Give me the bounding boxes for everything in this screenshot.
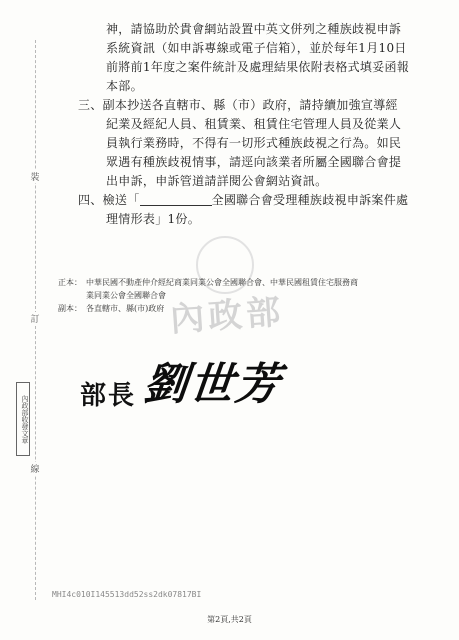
main-recipient-line-1: 中華民國不動產仲介經紀商業同業公會全國聯合會、中華民國租賃住宅服務商 xyxy=(86,278,358,287)
item3-line-2: 紀業及經紀人員、租賃業、租賃住宅管理人員及從業人 xyxy=(106,117,402,131)
body-line-1: 神，請協助於貴會網站設置中英文併列之種族歧視申訴 xyxy=(106,22,402,36)
item3-line-4: 眾遇有種族歧視情事，請逕向該業者所屬全國聯合會提 xyxy=(106,155,402,169)
copy-recipient-text: 各直轄市、縣(市)政府 xyxy=(86,304,165,313)
item4-line-2: 理情形表」1份。 xyxy=(106,212,201,226)
item4-line-1 xyxy=(78,191,418,210)
receipt-stamp: 內政部收發文章 xyxy=(16,382,30,456)
item4-mid: 全國聯合會受理種族歧視申訴案件處 xyxy=(211,193,409,207)
body-line-3: 前將前1年度之案件統計及處理結果依附表格式填妥函報 xyxy=(106,60,410,74)
main-recipient-line-2: 業同業公會全國聯合會 xyxy=(86,291,166,300)
binding-mark-1: 裝 xyxy=(29,170,41,183)
main-recipient-label: 正本： xyxy=(58,278,82,287)
item4-prefix: 四、檢送「 xyxy=(78,193,140,207)
item3-line-5: 出申訴，申訴管道請詳閱公會網站資訊。 xyxy=(106,174,328,188)
minister-signature: 劉世芳 xyxy=(140,359,285,410)
copy-recipient-label: 副本： xyxy=(58,304,82,313)
binding-mark-2: 訂 xyxy=(29,312,41,325)
ministry-seal: 內政部 xyxy=(168,292,286,340)
item4-blank xyxy=(140,192,212,206)
document-body xyxy=(78,20,418,229)
body-line-4: 本部。 xyxy=(106,79,143,93)
body-line-2: 系統資訊（如申訴專線或電子信箱），並於每年1月10日 xyxy=(106,41,407,55)
signature-block xyxy=(80,342,285,412)
item3-line-1: 三、副本抄送各直轄市、縣（市）政府，請持續加強宣導經 xyxy=(78,98,398,112)
minister-title: 部長 xyxy=(80,381,137,411)
page-number: 第2頁,共2頁 xyxy=(207,615,252,624)
binding-mark-3: 線 xyxy=(29,462,41,475)
document-id: MHI4c010I145513dd52ss2dk07817BI xyxy=(52,590,202,599)
item3-line-3: 員執行業務時，不得有一切形式種族歧視之行為。如民 xyxy=(106,136,402,150)
